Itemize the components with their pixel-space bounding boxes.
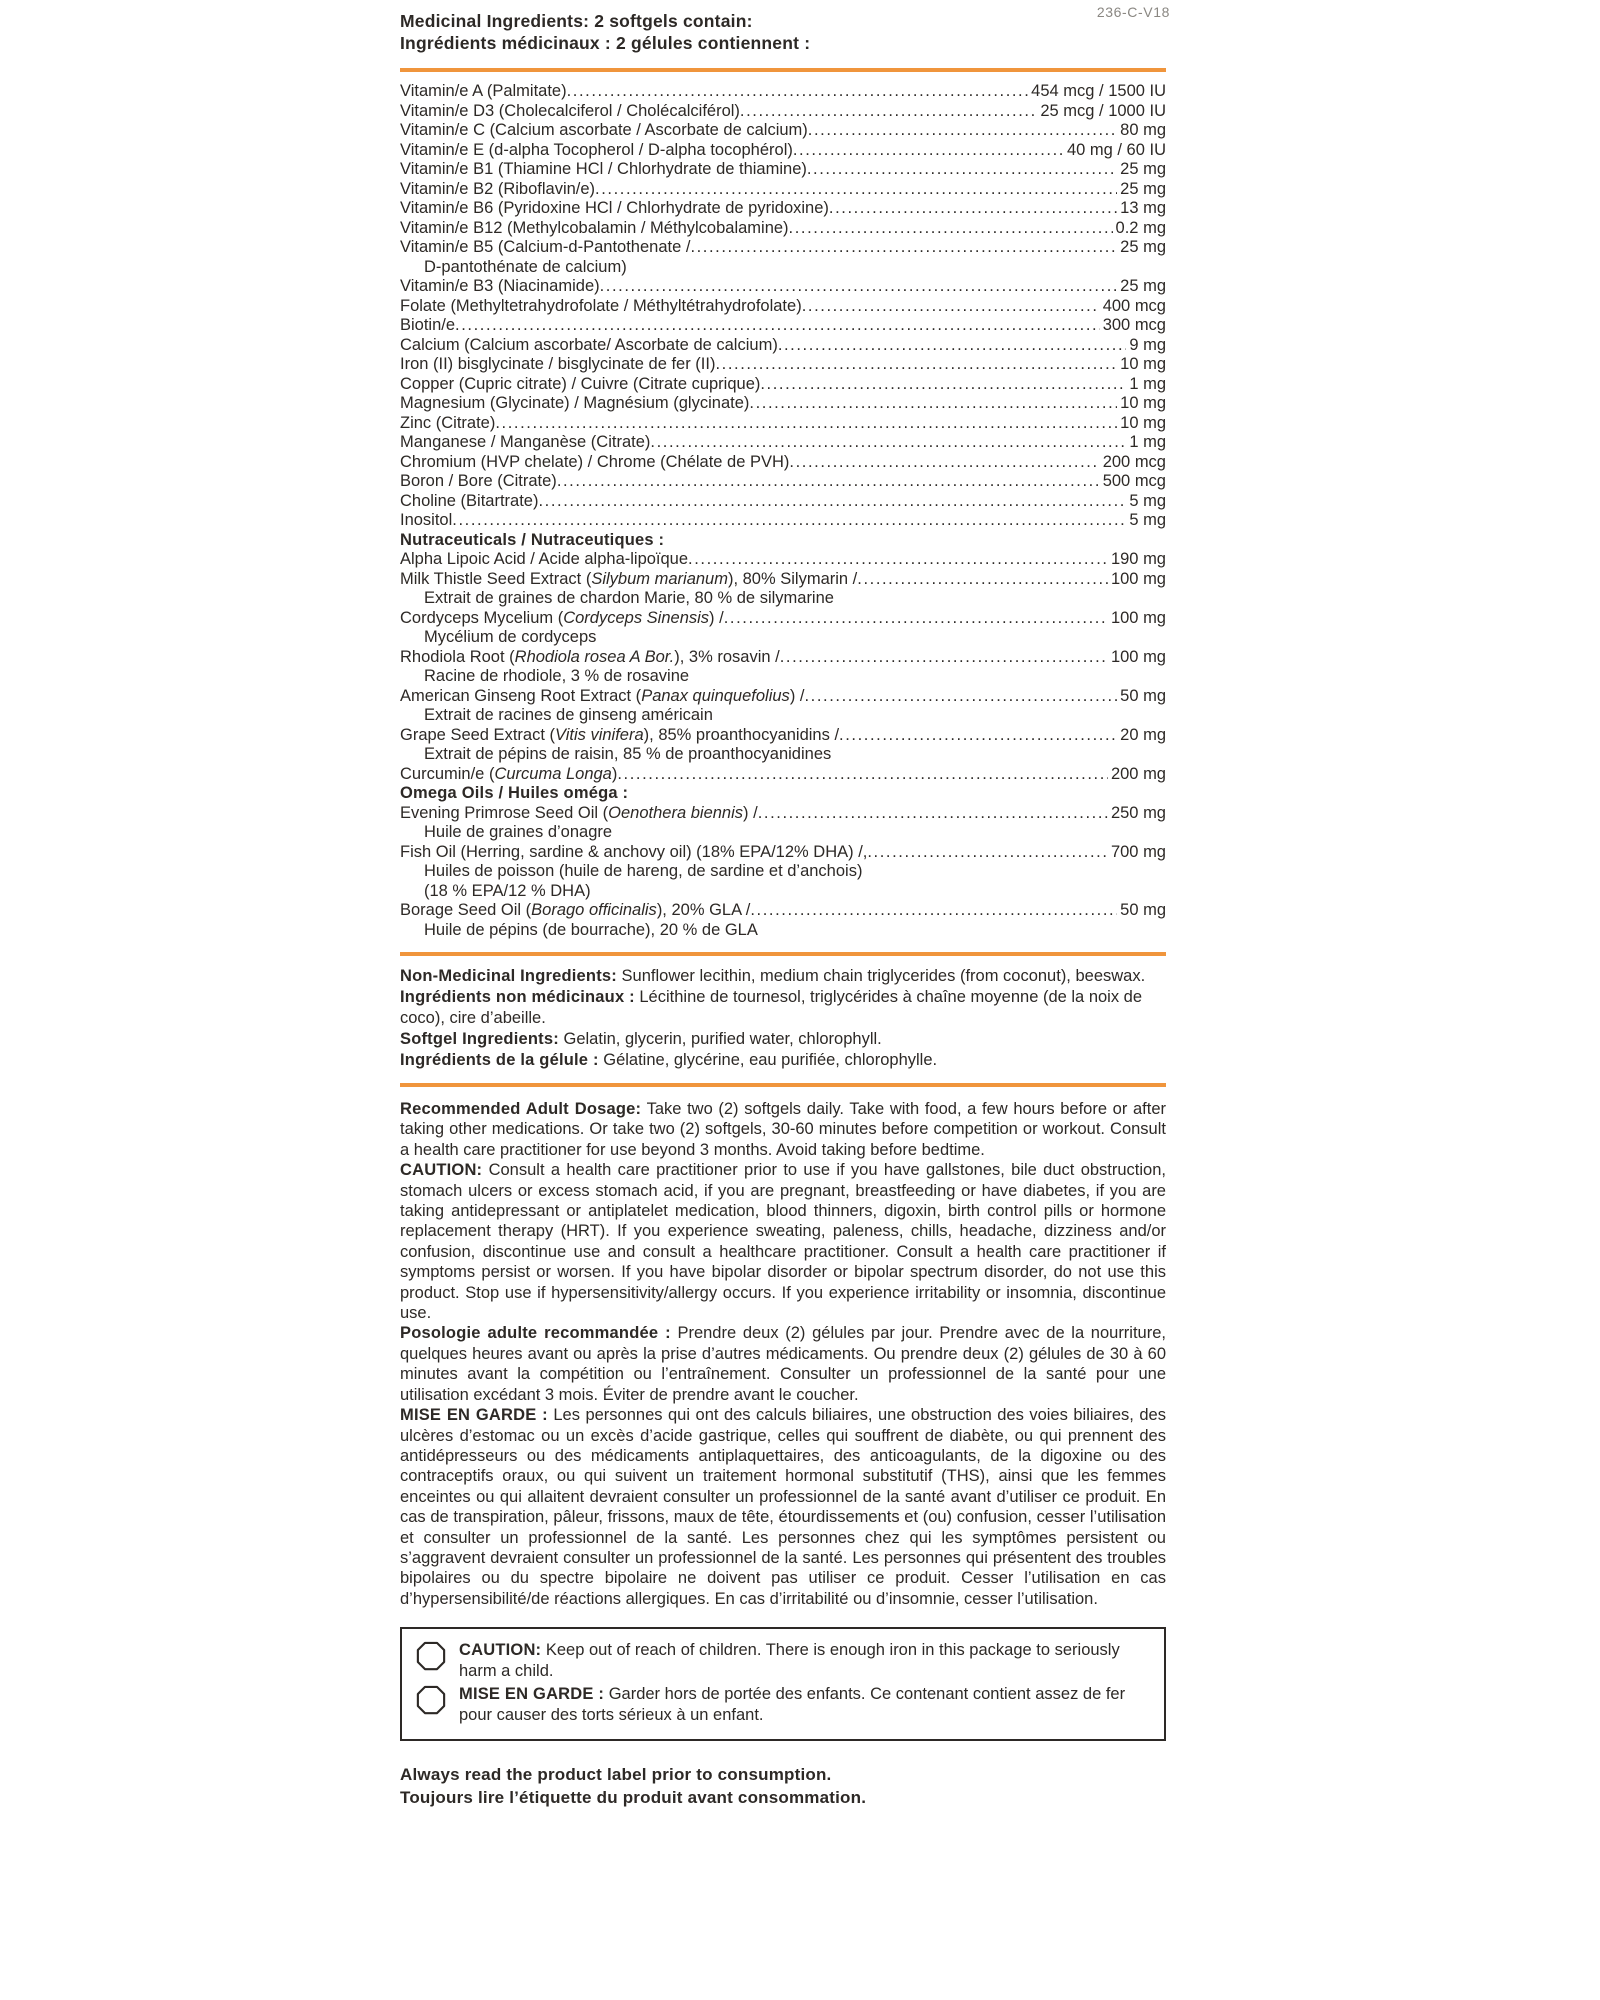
ingredient-row bbox=[400, 277, 1166, 297]
medicinal-ingredients-heading-fr: Ingrédients médicinaux : 2 gélules contiennent : bbox=[400, 33, 811, 53]
ingredient-continuation: Huile de graines d’onagre bbox=[424, 823, 613, 841]
dot-leader bbox=[778, 336, 1127, 356]
ingredient-continuation: Huiles de poisson (huile de hareng, de sardine et d’anchois) bbox=[424, 862, 863, 880]
ingredient-name bbox=[400, 277, 600, 297]
ingredient-name bbox=[400, 765, 617, 785]
caution-label: CAUTION: bbox=[459, 1641, 542, 1660]
medicinal-ingredients-heading-en: Medicinal Ingredients: 2 softgels contain: bbox=[400, 11, 753, 31]
ingredient-row bbox=[400, 472, 1166, 492]
ingredient-amount: 500 mcg bbox=[1102, 472, 1166, 490]
dot-leader bbox=[867, 843, 1108, 863]
ingredient-name-text: Vitamin/e B2 (Riboflavin/e) bbox=[400, 179, 596, 198]
ingredient-row bbox=[400, 316, 1166, 336]
ingredient-name-text: Boron / Bore (Citrate) bbox=[400, 472, 557, 490]
ingredient-amount: 100 mg bbox=[1110, 608, 1166, 627]
ingredient-name bbox=[400, 472, 557, 492]
ingredient-row bbox=[400, 82, 1166, 102]
ingredient-name bbox=[400, 492, 538, 512]
ingredient-name bbox=[400, 102, 740, 122]
ingredient-name bbox=[400, 297, 802, 317]
ingredient-name-text: Curcumin/e ( bbox=[400, 764, 495, 783]
ingredient-name bbox=[400, 82, 567, 102]
latin-species-name: Curcuma Longa bbox=[494, 764, 612, 783]
ingredient-row bbox=[400, 687, 1166, 707]
ingredient-amount: 100 mg bbox=[1110, 569, 1166, 588]
ingredient-amount: 25 mg bbox=[1120, 179, 1166, 198]
ingredient-continuation: (18 % EPA/12 % DHA) bbox=[424, 881, 591, 900]
ingredient-name bbox=[400, 414, 495, 434]
section-divider bbox=[400, 68, 1166, 72]
footer-statement bbox=[400, 1763, 1166, 1809]
ingredient-name-text: Vitamin/e E (d-alpha Tocopherol / D-alpha tocophérol) bbox=[400, 140, 793, 159]
ingredient-name-text: Evening Primrose Seed Oil ( bbox=[400, 803, 609, 822]
ingredient-name-text: Borage Seed Oil ( bbox=[400, 901, 532, 919]
ingredient-name bbox=[400, 355, 715, 375]
ingredient-name-text: ) / bbox=[709, 608, 724, 627]
ingredient-amount: 10 mg bbox=[1120, 355, 1166, 373]
ingredient-amount: 100 mg bbox=[1110, 647, 1166, 666]
ingredient-name-text: ) / bbox=[743, 803, 758, 822]
ingredient-row bbox=[400, 180, 1166, 200]
ingredient-name-text: Inositol bbox=[400, 511, 453, 529]
ingredient-amount: 13 mg bbox=[1120, 199, 1166, 217]
ingredient-statement bbox=[400, 987, 1166, 1029]
ingredient-name bbox=[400, 901, 750, 921]
ingredient-name-text: ), 3% rosavin / bbox=[674, 647, 780, 666]
dosage-paragraph bbox=[400, 1099, 1166, 1160]
ingredient-name-text: ) bbox=[611, 764, 618, 783]
ingredient-continuation: Huile de pépins (de bourrache), 20 % de GLA bbox=[424, 920, 758, 939]
ingredient-amount: 80 mg bbox=[1120, 121, 1166, 139]
dot-leader bbox=[538, 492, 1126, 512]
dot-leader bbox=[715, 355, 1117, 375]
dot-leader bbox=[452, 511, 1126, 531]
paragraph-label: Recommended Adult Dosage: bbox=[400, 1100, 642, 1118]
dot-leader bbox=[839, 726, 1117, 746]
ingredient-row bbox=[400, 238, 1166, 258]
ingredient-amount: 25 mcg / 1000 IU bbox=[1040, 101, 1166, 120]
stop-octagon-icon bbox=[416, 1684, 446, 1726]
ingredient-amount: 454 mcg / 1500 IU bbox=[1031, 82, 1166, 100]
dot-leader bbox=[808, 121, 1117, 141]
ingredient-amount: 0.2 mg bbox=[1115, 218, 1166, 237]
statement-label: Ingrédients non médicinaux : bbox=[400, 988, 635, 1006]
ingredient-amount: 50 mg bbox=[1120, 686, 1166, 705]
ingredient-row bbox=[400, 609, 1166, 629]
ingredient-row bbox=[400, 843, 1166, 863]
ingredient-name-text: Grape Seed Extract ( bbox=[400, 725, 555, 744]
dot-leader bbox=[804, 687, 1117, 707]
section-divider bbox=[400, 1083, 1166, 1087]
caution-box-text bbox=[459, 1684, 1150, 1726]
ingredient-amount: 400 mcg bbox=[1102, 296, 1166, 315]
paragraph-text: Les personnes qui ont des calculs biliaires, une obstruction des voies biliaires, des ulcères d’estomac ou un excès d’acide gastrique, celles qui souffrent de diabète, ou qui prennent des antidépresseurs ou des médicaments antiplaquettaires, des anticoagulants, de la digoxine ou des contraceptifs oraux, ou qui suivent un traitement hormonal substitutif (THS), ainsi que les femmes enceintes ou qui allaitent devraient consulter un professionnel de la santé avant d’utiliser ce produit. En cas de transpiration, pâleur, frissons, maux de tête, étourdissements et (ou) confusion, cesser l’utilisation et consulter un professionnel de la santé. Les personnes chez qui les symptômes persistent ou s’aggravent devraient consulter un professionnel de la santé. Les personnes qui présentent des troubles bipolaires ou du spectre bipolaire ne doivent pas utiliser ce produit. Cesser l’utilisation en cas d’hypersensibilité/de réactions allergiques. En cas d’irritabilité ou d’insomnie, cesser l’utilisation. bbox=[400, 1406, 1166, 1608]
latin-species-name: Rhodiola rosea A Bor. bbox=[514, 647, 675, 666]
dot-leader bbox=[750, 901, 1117, 921]
dot-leader bbox=[650, 433, 1126, 453]
ingredient-name bbox=[400, 394, 749, 414]
stop-octagon-icon bbox=[416, 1640, 446, 1682]
caution-box bbox=[400, 1627, 1166, 1741]
ingredient-name bbox=[400, 180, 595, 200]
ingredient-name-text: ), 85% proanthocyanidins / bbox=[643, 725, 840, 744]
paragraph-text: Consult a health care practitioner prior to use if you have gallstones, bile duct obstruction, stomach ulcers or excess stomach acid, if you are pregnant, breastfeeding or have diabetes, if you are taking antidepressant or antiplatelet medication, blood thinners, digoxin, birth control pills or hormone replacement therapy (HRT). If you experience sweating, paleness, chills, headache, dizziness and/or confusion, discontinue use and consult a healthcare practitioner. Consult a health care practitioner if symptoms persist or worsen. If you have bipolar disorder or bipolar spectrum disorder, do not use this product. Stop use if hypersensitivity/allergy occurs. If you experience irritability or insomnia, discontinue use. bbox=[400, 1161, 1166, 1323]
non-medicinal-section bbox=[400, 966, 1166, 1071]
ingredient-name bbox=[400, 843, 867, 863]
ingredient-name-text: Vitamin/e B5 (Calcium-d-Pantothenate / bbox=[400, 238, 691, 256]
ingredient-amount: 190 mg bbox=[1110, 550, 1166, 568]
ingredient-row bbox=[400, 375, 1166, 395]
ingredient-name bbox=[400, 687, 804, 707]
ingredient-statement bbox=[400, 966, 1166, 987]
dosage-paragraph bbox=[400, 1405, 1166, 1609]
dot-leader bbox=[455, 316, 1100, 336]
dosage-paragraph bbox=[400, 1323, 1166, 1405]
ingredient-name-text: Manganese / Manganèse (Citrate) bbox=[400, 433, 651, 451]
paragraph-text: Take two (2) softgels daily. Take with food, a few hours before or after taking other medications. Or take two (2) softgels, 30-60 minutes before competition or workout. Consult a health care practitioner for use beyond 3 months. Avoid taking before bedtime. bbox=[400, 1100, 1166, 1159]
ingredient-name-text: Iron (II) bisglycinate / bisglycinate de fer (II) bbox=[400, 355, 716, 373]
latin-species-name: Borago officinalis bbox=[531, 901, 657, 919]
latin-species-name: Panax quinquefolius bbox=[641, 686, 790, 705]
ingredient-row bbox=[400, 336, 1166, 356]
dot-leader bbox=[789, 453, 1099, 473]
ingredient-statement bbox=[400, 1029, 1166, 1050]
ingredient-amount: 250 mg bbox=[1110, 803, 1166, 822]
ingredient-row bbox=[400, 648, 1166, 668]
ingredient-row bbox=[400, 453, 1166, 473]
ingredient-amount: 10 mg bbox=[1120, 394, 1166, 412]
dot-leader bbox=[688, 550, 1108, 570]
ingredient-name bbox=[400, 375, 760, 395]
ingredient-name bbox=[400, 550, 688, 570]
ingredient-row bbox=[400, 550, 1166, 570]
ingredient-row bbox=[400, 804, 1166, 824]
ingredient-name-text: Vitamin/e B1 (Thiamine HCl / Chlorhydrate de thiamine) bbox=[400, 160, 807, 178]
ingredient-name-text: Rhodiola Root ( bbox=[400, 647, 515, 666]
caution-box-item bbox=[416, 1640, 1150, 1682]
ingredient-amount: 1 mg bbox=[1129, 374, 1166, 393]
paragraph-label: CAUTION: bbox=[400, 1161, 483, 1180]
ingredient-row bbox=[400, 492, 1166, 512]
ingredient-name-text: Vitamin/e B12 (Methylcobalamin / Méthylcobalamine) bbox=[400, 218, 789, 237]
ingredient-name bbox=[400, 433, 650, 453]
caution-box-item bbox=[416, 1684, 1150, 1726]
ingredient-name bbox=[400, 804, 758, 824]
dot-leader bbox=[724, 609, 1108, 629]
ingredient-name-text: Milk Thistle Seed Extract ( bbox=[400, 569, 592, 588]
paragraph-label: MISE EN GARDE : bbox=[400, 1406, 548, 1425]
ingredients-list bbox=[400, 82, 1166, 940]
ingredient-name-text: Calcium (Calcium ascorbate/ Ascorbate de calcium) bbox=[400, 335, 778, 354]
ingredient-name bbox=[400, 141, 793, 161]
dot-leader bbox=[557, 472, 1100, 492]
statement-text: Gélatine, glycérine, eau purifiée, chlorophylle. bbox=[598, 1051, 938, 1069]
caution-label: MISE EN GARDE : bbox=[459, 1685, 605, 1704]
ingredient-amount: 25 mg bbox=[1120, 277, 1166, 295]
ingredient-amount: 200 mcg bbox=[1102, 452, 1166, 471]
caution-box-text bbox=[459, 1640, 1150, 1682]
ingredient-continuation: Extrait de racines de ginseng américain bbox=[424, 706, 713, 724]
ingredient-amount: 20 mg bbox=[1120, 725, 1166, 744]
ingredient-name bbox=[400, 238, 690, 258]
dosage-paragraph bbox=[400, 1160, 1166, 1323]
dot-leader bbox=[807, 160, 1117, 180]
dot-leader bbox=[758, 804, 1108, 824]
dot-leader bbox=[802, 297, 1100, 317]
ingredient-name-text: ), 80% Silymarin / bbox=[727, 569, 858, 588]
dot-leader bbox=[740, 102, 1037, 122]
paragraph-text: Prendre deux (2) gélules par jour. Prendre avec de la nourriture, quelques heures avant ou après la prise d’autres médicaments. Ou prendre deux (2) gélules de 30 à 60 minutes avant la compétition ou l’entraînement. Consulter un professionnel de la santé pour une utilisation excédant 3 mois. Éviter de prendre avant le coucher. bbox=[400, 1324, 1166, 1404]
ingredient-name-text: Vitamin/e C (Calcium ascorbate / Ascorbate de calcium) bbox=[400, 121, 808, 139]
ingredient-name bbox=[400, 726, 839, 746]
ingredient-name-text: Zinc (Citrate) bbox=[400, 413, 496, 432]
statement-text: Sunflower lecithin, medium chain triglycerides (from coconut), beeswax. bbox=[616, 967, 1146, 985]
ingredient-statement bbox=[400, 1050, 1166, 1071]
dot-leader bbox=[595, 180, 1117, 200]
ingredient-name-text: Alpha Lipoic Acid / Acide alpha-lipoïque bbox=[400, 550, 689, 568]
ingredient-row bbox=[400, 511, 1166, 531]
dot-leader bbox=[857, 570, 1108, 590]
ingredient-name-text: Chromium (HVP chelate) / Chrome (Chélate de PVH) bbox=[400, 452, 790, 471]
dot-leader bbox=[789, 219, 1113, 239]
ingredient-amount: 5 mg bbox=[1129, 511, 1166, 529]
dot-leader bbox=[760, 375, 1126, 395]
ingredient-name bbox=[400, 160, 807, 180]
ingredient-name-text: ) / bbox=[789, 686, 805, 705]
ingredient-name-text: Vitamin/e A (Palmitate) bbox=[400, 82, 567, 100]
section-divider bbox=[400, 952, 1166, 956]
ingredient-name bbox=[400, 219, 789, 239]
dot-leader bbox=[690, 238, 1117, 258]
ingredient-name bbox=[400, 121, 808, 141]
ingredient-continuation: Racine de rhodiole, 3 % de rosavine bbox=[424, 667, 690, 685]
ingredient-row bbox=[400, 297, 1166, 317]
statement-label: Ingrédients de la gélule : bbox=[400, 1051, 599, 1069]
ingredient-name-text: Magnesium (Glycinate) / Magnésium (glycinate) bbox=[400, 394, 750, 412]
statement-text: Gelatin, glycerin, purified water, chlorophyll. bbox=[558, 1030, 882, 1048]
latin-species-name: Vitis vinifera bbox=[555, 725, 644, 744]
ingredient-amount: 5 mg bbox=[1129, 491, 1166, 510]
ingredient-name bbox=[400, 511, 452, 531]
ingredient-group-heading: Nutraceuticals / Nutraceutiques : bbox=[400, 530, 665, 549]
ingredient-row bbox=[400, 726, 1166, 746]
ingredient-row bbox=[400, 160, 1166, 180]
ingredient-name-text: Fish Oil (Herring, sardine & anchovy oil) (18% EPA/12% DHA) /, bbox=[400, 842, 868, 861]
ingredient-name-text: Cordyceps Mycelium ( bbox=[400, 608, 564, 627]
caution-text: Garder hors de portée des enfants. Ce contenant contient assez de fer pour causer des torts sérieux à un enfant. bbox=[459, 1685, 1126, 1725]
ingredient-amount: 300 mcg bbox=[1102, 316, 1166, 334]
doc-version-code: 236-C-V18 bbox=[1096, 4, 1170, 20]
dot-leader bbox=[793, 141, 1064, 161]
ingredient-row bbox=[400, 901, 1166, 921]
dot-leader bbox=[617, 765, 1108, 785]
dot-leader bbox=[495, 414, 1117, 434]
ingredient-name-text: Choline (Bitartrate) bbox=[400, 491, 539, 510]
ingredient-continuation: Extrait de pépins de raisin, 85 % de proanthocyanidines bbox=[424, 745, 832, 763]
ingredient-name-text: Vitamin/e D3 (Cholecalciferol / Cholécalciférol) bbox=[400, 101, 740, 120]
ingredient-name-text: Vitamin/e B3 (Niacinamide) bbox=[400, 277, 600, 295]
ingredient-name-text: ), 20% GLA / bbox=[656, 901, 751, 919]
ingredient-continuation: D-pantothénate de calcium) bbox=[424, 257, 627, 276]
ingredient-row bbox=[400, 414, 1166, 434]
ingredient-name bbox=[400, 453, 789, 473]
ingredient-group-heading: Omega Oils / Huiles oméga : bbox=[400, 784, 629, 802]
ingredient-name-text: Vitamin/e B6 (Pyridoxine HCl / Chlorhydrate de pyridoxine) bbox=[400, 199, 829, 217]
latin-species-name: Cordyceps Sinensis bbox=[563, 608, 710, 627]
ingredient-row bbox=[400, 765, 1166, 785]
dot-leader bbox=[829, 199, 1117, 219]
ingredient-row bbox=[400, 102, 1166, 122]
dosage-section bbox=[400, 1099, 1166, 1609]
ingredient-amount: 25 mg bbox=[1120, 160, 1166, 178]
ingredient-name-text: American Ginseng Root Extract ( bbox=[400, 686, 642, 705]
footer-statement-en: Always read the product label prior to consumption. bbox=[400, 1765, 832, 1785]
ingredient-amount: 1 mg bbox=[1129, 433, 1166, 451]
ingredient-amount: 200 mg bbox=[1110, 764, 1166, 783]
ingredient-amount: 25 mg bbox=[1120, 238, 1166, 256]
ingredient-row bbox=[400, 199, 1166, 219]
statement-text: Lécithine de tournesol, triglycérides à chaîne moyenne (de la noix de coco), cire d’abeille. bbox=[400, 988, 1143, 1027]
ingredient-row bbox=[400, 433, 1166, 453]
label-content-column bbox=[400, 10, 1166, 1809]
ingredient-name-text: Copper (Cupric citrate) / Cuivre (Citrate cuprique) bbox=[400, 374, 761, 393]
dot-leader bbox=[600, 277, 1118, 297]
medicinal-ingredients-heading bbox=[400, 10, 1166, 54]
ingredient-row bbox=[400, 570, 1166, 590]
latin-species-name: Oenothera biennis bbox=[608, 803, 744, 822]
ingredient-name bbox=[400, 648, 780, 668]
latin-species-name: Silybum marianum bbox=[591, 569, 728, 588]
ingredient-name-text: Folate (Methyltetrahydrofolate / Méthyltétrahydrofolate) bbox=[400, 296, 802, 315]
dot-leader bbox=[567, 82, 1029, 102]
ingredient-continuation: Mycélium de cordyceps bbox=[424, 628, 597, 646]
paragraph-label: Posologie adulte recommandée : bbox=[400, 1324, 671, 1343]
ingredient-amount: 50 mg bbox=[1120, 901, 1166, 919]
ingredient-name-text: Biotin/e bbox=[400, 316, 456, 334]
ingredient-row bbox=[400, 141, 1166, 161]
ingredient-name bbox=[400, 570, 857, 590]
ingredient-name bbox=[400, 609, 724, 629]
ingredient-amount: 700 mg bbox=[1110, 842, 1166, 861]
statement-label: Non-Medicinal Ingredients: bbox=[400, 967, 617, 985]
ingredient-row bbox=[400, 219, 1166, 239]
footer-statement-fr: Toujours lire l’étiquette du produit avant consommation. bbox=[400, 1788, 867, 1808]
caution-text: Keep out of reach of children. There is enough iron in this package to seriously harm a child. bbox=[459, 1641, 1120, 1681]
ingredient-amount: 10 mg bbox=[1120, 413, 1166, 432]
ingredient-name bbox=[400, 336, 778, 356]
ingredient-name bbox=[400, 199, 829, 219]
ingredient-amount: 40 mg / 60 IU bbox=[1066, 140, 1166, 159]
dot-leader bbox=[780, 648, 1108, 668]
ingredient-row bbox=[400, 355, 1166, 375]
dot-leader bbox=[749, 394, 1117, 414]
ingredient-row bbox=[400, 121, 1166, 141]
ingredient-row bbox=[400, 394, 1166, 414]
ingredient-continuation: Extrait de graines de chardon Marie, 80 % de silymarine bbox=[424, 589, 834, 607]
statement-label: Softgel Ingredients: bbox=[400, 1030, 559, 1048]
ingredient-name bbox=[400, 316, 455, 336]
ingredient-amount: 9 mg bbox=[1129, 335, 1166, 354]
